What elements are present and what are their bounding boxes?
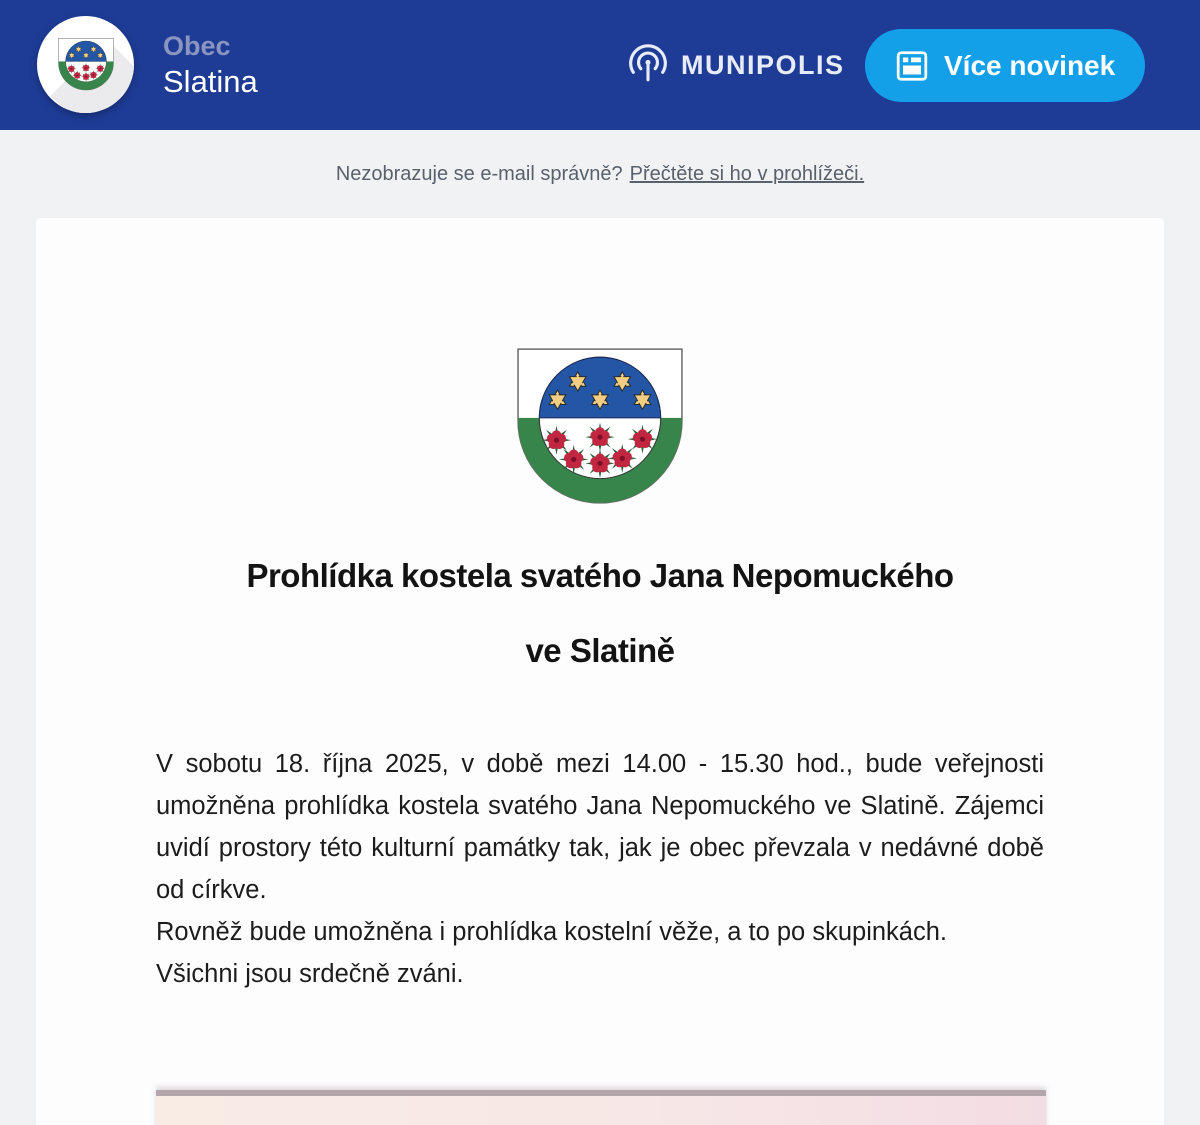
municipality-logo: [37, 16, 134, 113]
view-in-browser-question: Nezobrazuje se e-mail správně?: [335, 162, 623, 185]
paragraph: Všichni jsou srdečně zváni.: [156, 960, 464, 988]
email-header: [0, 0, 1200, 130]
munipolis-wordmark: MUNIPOLIS: [681, 49, 845, 80]
slatina-coat-of-arms: [514, 345, 686, 509]
newsletter-card: [36, 218, 1164, 1125]
view-in-browser-link[interactable]: Přečtěte si ho v prohlížeči.: [629, 162, 865, 185]
org-title: [163, 29, 258, 101]
newspaper-icon: [895, 49, 929, 83]
document-title-line1: Prohlídka kostela svatého Jana Nepomuckého: [246, 557, 954, 594]
attached-poster-image[interactable]: [156, 1090, 1046, 1125]
more-news-button[interactable]: [865, 29, 1145, 102]
broadcast-icon: [627, 44, 669, 86]
paragraph: Rovněž bude umožněna i prohlídka kostelní věže, a to po skupinkách.: [156, 918, 947, 946]
more-news-label: Více novinek: [944, 49, 1116, 81]
munipolis-brand-link[interactable]: [627, 44, 845, 86]
document-title-line2: ve Slatině: [525, 632, 675, 669]
paragraph: V sobotu 18. října 2025, v době mezi 14.00 - 15.30 hod., bude veřejnosti umožněna prohlídka kostela svatého Jana Nepomuckého ve Slatině. Zájemci uvidí prostory této kulturní památky tak, jak je obec převzala v nedávné době od církve.: [156, 750, 1044, 904]
view-in-browser-bar: [0, 130, 1200, 218]
document-body: [156, 743, 1044, 995]
coat-of-arms-icon: [57, 37, 115, 92]
org-label: Obec: [163, 31, 231, 61]
org-name: Slatina: [163, 64, 258, 99]
